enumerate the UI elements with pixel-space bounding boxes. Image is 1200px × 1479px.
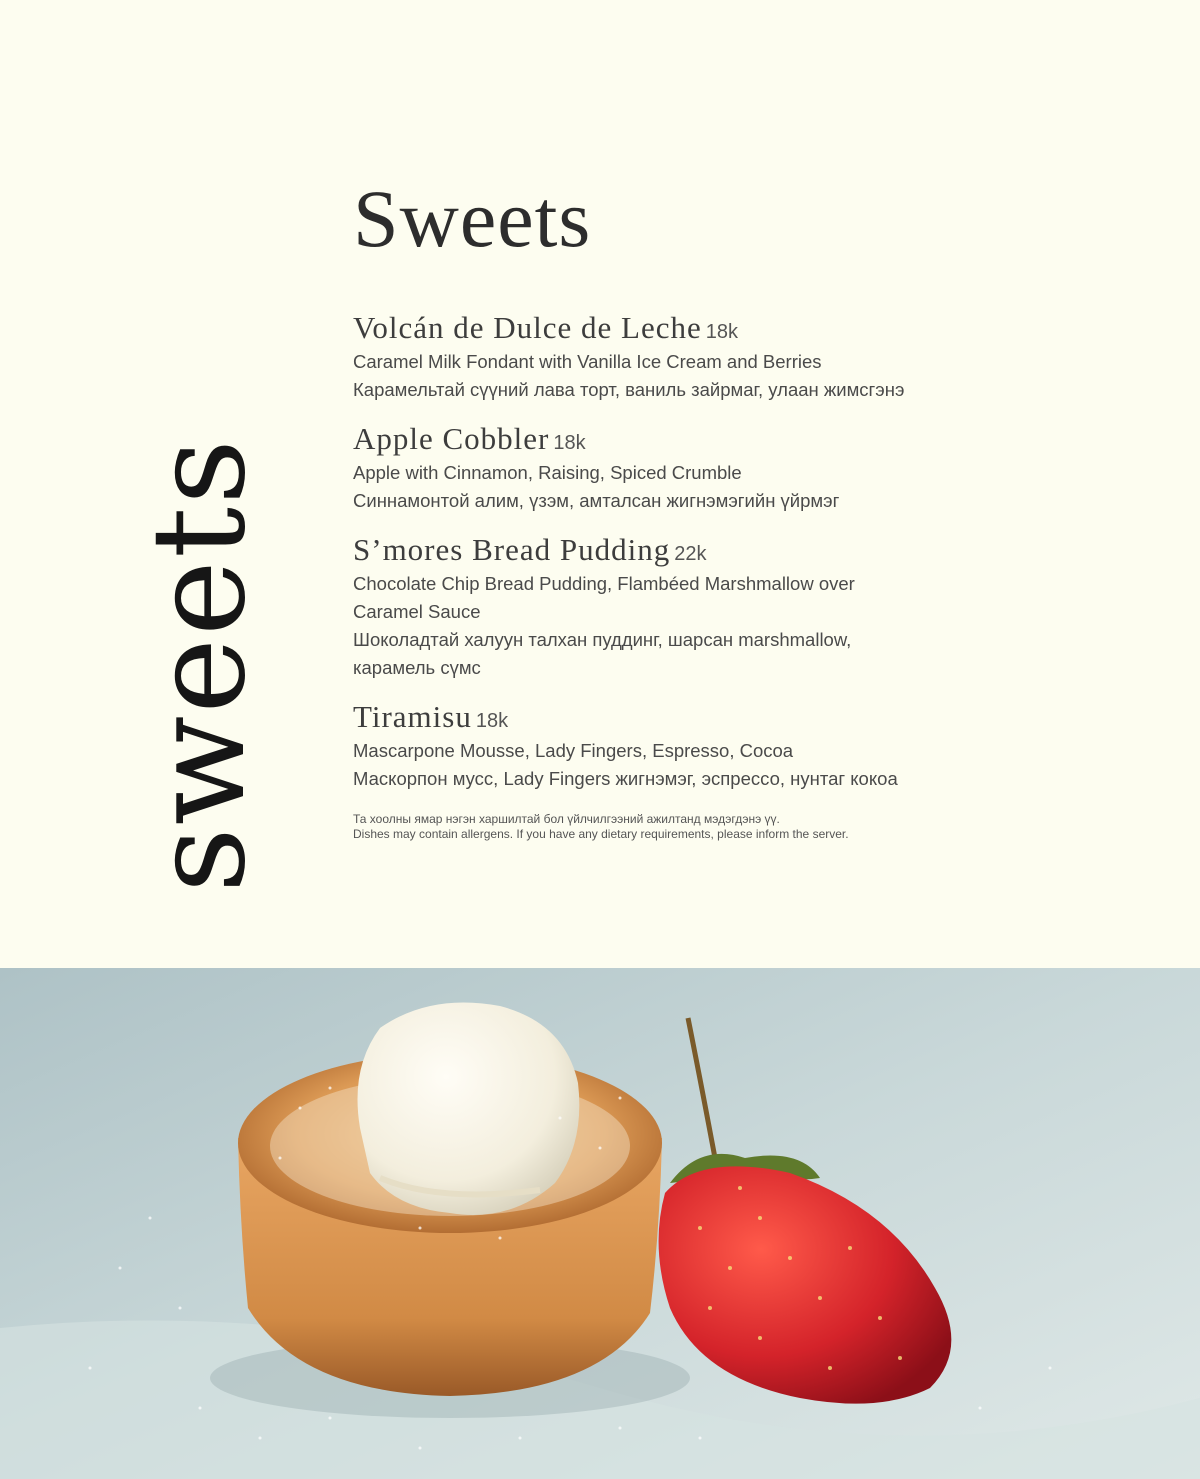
item-heading xyxy=(353,312,913,348)
item-price: 18k xyxy=(553,432,586,454)
dessert-photo xyxy=(0,968,1200,1479)
menu-item xyxy=(353,534,913,682)
page-title: Sweets xyxy=(353,173,592,264)
item-desc-en: Caramel Milk Fondant with Vanilla Ice Cream and Berries xyxy=(353,351,822,372)
menu-content xyxy=(353,173,913,842)
item-desc-en: Mascarpone Mousse, Lady Fingers, Espresso, Cocoa xyxy=(353,740,794,761)
item-name: S’mores Bread Pudding xyxy=(353,532,671,567)
item-name: Apple Cobbler xyxy=(353,421,550,456)
item-price: 18k xyxy=(705,321,739,343)
item-desc-mn: Карамельтай сүүний лава торт, ваниль зайрмаг, улаан жимсгэнэ xyxy=(353,379,905,400)
menu-item xyxy=(353,312,913,404)
item-price: 18k xyxy=(475,710,509,732)
allergen-note-en: Dishes may contain allergens. If you have any dietary requirements, please inform the server. xyxy=(353,827,849,841)
item-heading xyxy=(353,423,913,459)
vertical-title: sweets xyxy=(125,437,274,893)
item-desc-mn: Синнамонтой алим, үзэм, амталсан жигнэмэгийн үйрмэг xyxy=(353,490,840,511)
item-price: 22k xyxy=(674,543,707,565)
item-desc-mn: Шоколадтай халуун талхан пуддинг, шарсан marshmallow, карамель сүмс xyxy=(353,629,852,678)
item-heading xyxy=(353,701,913,737)
vertical-title-wrap xyxy=(125,430,274,900)
item-heading xyxy=(353,534,913,570)
menu-item xyxy=(353,701,913,793)
item-desc-mn: Маскорпон мусс, Lady Fingers жигнэмэг, эспрессо, нунтаг кокоа xyxy=(353,768,898,789)
item-name: Volcán de Dulce de Leche xyxy=(353,310,702,345)
menu-item xyxy=(353,423,913,515)
allergen-note-mn: Та хоолны ямар нэгэн харшилтай бол үйлчилгээний ажилтанд мэдэгдэнэ үү. xyxy=(353,812,780,826)
item-desc-en: Apple with Cinnamon, Raising, Spiced Crumble xyxy=(353,462,742,483)
item-name: Tiramisu xyxy=(353,699,472,734)
item-desc-en: Chocolate Chip Bread Pudding, Flambéed Marshmallow over Caramel Sauce xyxy=(353,573,855,622)
